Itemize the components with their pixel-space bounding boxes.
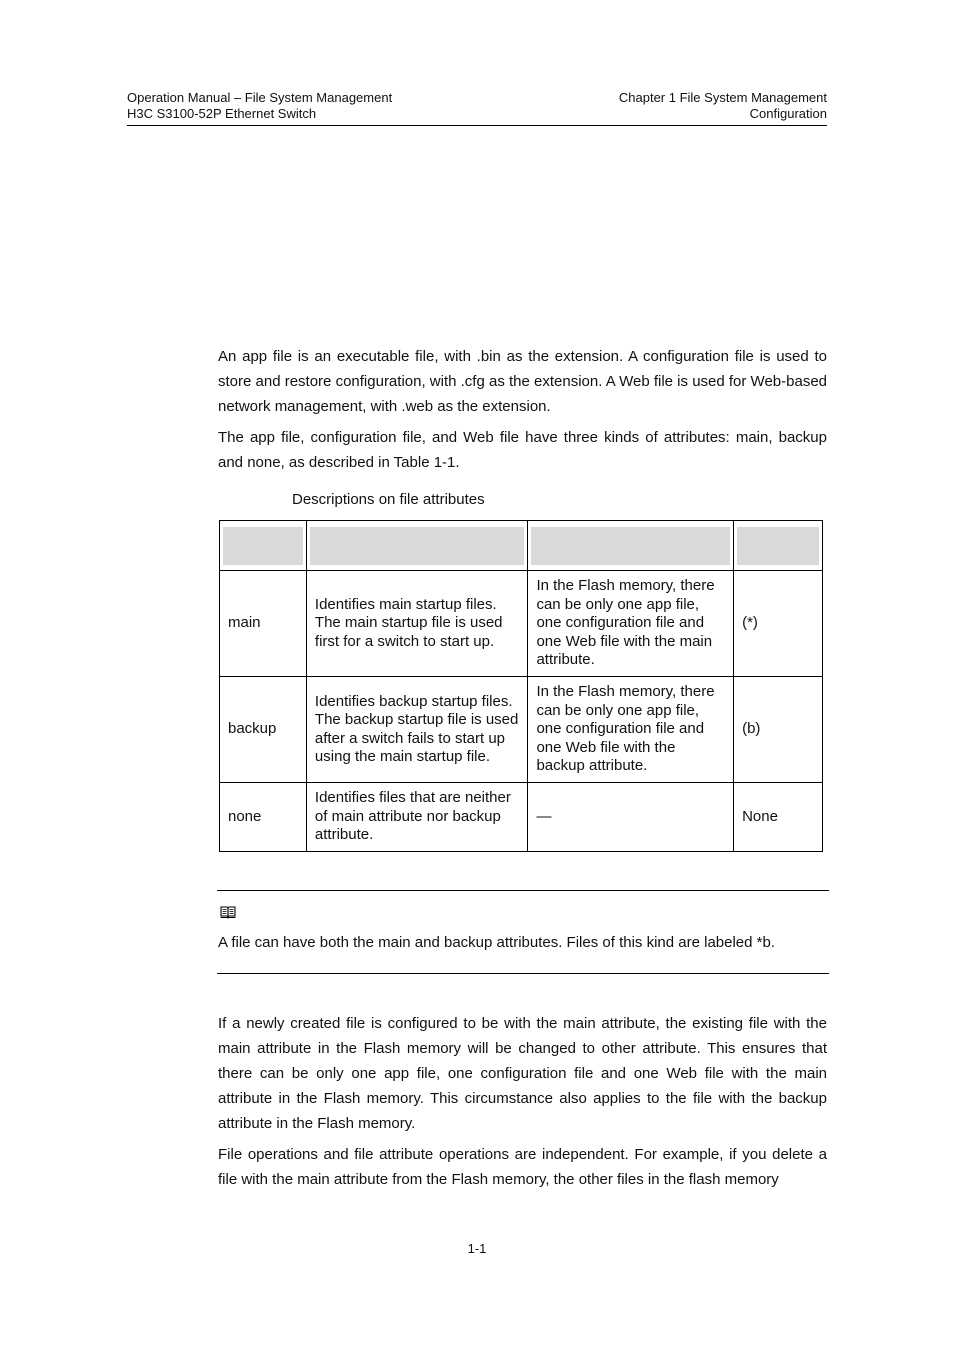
table-caption: Descriptions on file attributes (292, 491, 485, 508)
paragraph-attributes-intro: The app file, configuration file, and Web file have three kinds of attributes: main, backup and none, as described in Table 1-1. (218, 429, 827, 471)
product-name: H3C S3100-52P Ethernet Switch (127, 106, 317, 121)
chapter-title: Chapter 1 File System Management (618, 90, 827, 105)
description-cell: Identifies files that are neither of main attribute nor backup attribute. (306, 783, 528, 852)
description-cell: Identifies main startup files. The main startup file is used first for a switch to start up. (306, 571, 528, 677)
file-attributes-table (219, 520, 823, 852)
paragraph-file-types: An app file is an executable file, with .bin as the extension. A configuration file is used to store and restore configuration, with .cfg as the extension. A Web file is used for Web-based network management, with .web as the extension. (218, 348, 827, 415)
header-cell-flash (528, 521, 734, 571)
header-cell-attribute (220, 521, 307, 571)
header-cell-description (306, 521, 528, 571)
label-cell: (*) (734, 571, 823, 677)
label-cell: None (734, 783, 823, 852)
flash-cell: — (528, 783, 734, 852)
attribute-cell: none (220, 783, 307, 852)
book-icon (220, 905, 236, 919)
header-cell-label (734, 521, 823, 571)
header-right (619, 90, 827, 122)
page-header (127, 90, 827, 126)
manual-title: Operation Manual – File System Management (127, 90, 393, 105)
note-box (217, 890, 829, 974)
table-row (220, 571, 823, 677)
paragraph-independent-operations: File operations and file attribute operations are independent. For example, if you delete a file with the main attribute from the Flash memory, the other files in the flash memory (218, 1146, 827, 1188)
label-cell: (b) (734, 677, 823, 783)
description-cell: Identifies backup startup files. The backup startup file is used after a switch fails to start up using the main startup file. (306, 677, 528, 783)
table-header-row (220, 521, 823, 571)
attribute-cell: main (220, 571, 307, 677)
note-text: A file can have both the main and backup attributes. Files of this kind are labeled *b. (218, 934, 776, 951)
attribute-cell: backup (220, 677, 307, 783)
flash-cell: In the Flash memory, there can be only one app file, one configuration file and one Web file with the main attribute. (528, 571, 734, 677)
paragraph-main-attribute: If a newly created file is configured to be with the main attribute, the existing file with the main attribute in the Flash memory will be changed to other attribute. This ensures that there can be only one app file, one configuration file and one Web file with the main attribute in the Flash memory. This circumstance also applies to the file with the backup attribute in the Flash memory. (218, 1015, 827, 1132)
section-title: Configuration (749, 106, 827, 121)
table-row (220, 677, 823, 783)
header-left (127, 90, 392, 122)
flash-cell: In the Flash memory, there can be only one app file, one configuration file and one Web file with the backup attribute. (528, 677, 734, 783)
table-row (220, 783, 823, 852)
page-number: 1-1 (467, 1241, 487, 1256)
